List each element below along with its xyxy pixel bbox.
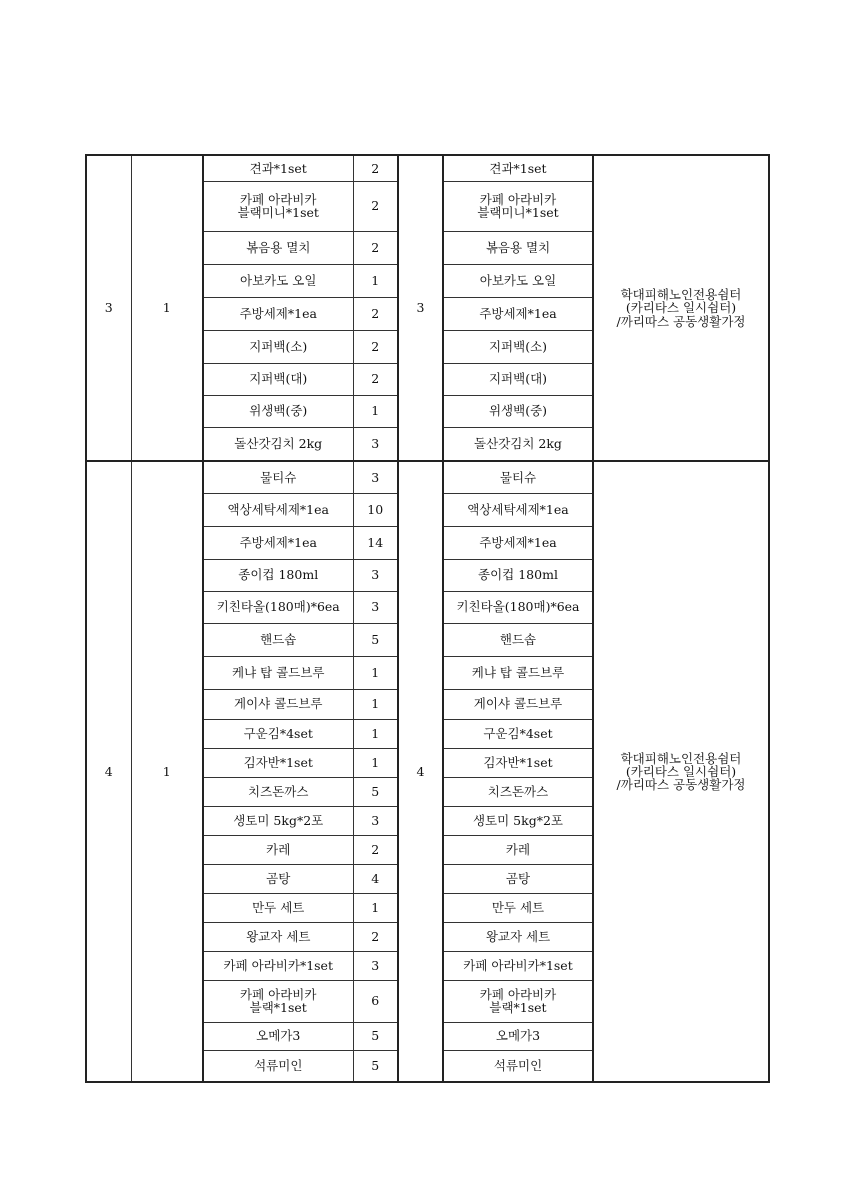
item-name — [203, 1022, 353, 1050]
item-quantity: 2 — [353, 330, 398, 363]
item-name — [203, 656, 353, 689]
item-name-line: 석류미인 — [254, 1058, 303, 1074]
item-name-line: 블랙*1set — [249, 1000, 307, 1015]
delivered-item-name — [443, 363, 593, 395]
delivered-item-line: 위생백(중) — [488, 403, 548, 419]
delivered-item-name — [443, 893, 593, 922]
item-quantity: 2 — [353, 922, 398, 951]
delivered-item-line: 견과*1set — [489, 160, 547, 176]
item-name-line: 게이샤 콜드브루 — [234, 696, 323, 712]
item-name — [203, 951, 353, 980]
recipient-organization — [593, 461, 769, 1082]
item-quantity: 3 — [353, 806, 398, 835]
item-name-line: 돌산갓김치 2kg — [234, 436, 323, 452]
item-name — [203, 689, 353, 719]
item-name — [203, 297, 353, 330]
group-count: 1 — [131, 155, 203, 461]
delivered-item-line: 생토미 5kg*2포 — [472, 812, 563, 828]
item-name — [203, 1050, 353, 1082]
item-name-line: 곰탕 — [266, 870, 291, 886]
item-quantity: 3 — [353, 461, 398, 493]
item-name-line: 볶음용 멸치 — [246, 239, 311, 255]
delivered-item-name — [443, 806, 593, 835]
delivered-item-line: 구운김*4set — [483, 725, 553, 741]
donation-table — [85, 154, 770, 1083]
item-quantity: 4 — [353, 864, 398, 893]
item-name — [203, 264, 353, 297]
delivered-item-line: 키친타올(180매)*6ea — [456, 599, 580, 615]
item-quantity: 2 — [353, 155, 398, 181]
delivered-item-name — [443, 835, 593, 864]
item-name-line: 생토미 5kg*2포 — [233, 812, 324, 828]
delivered-item-name — [443, 656, 593, 689]
delivered-item-name — [443, 980, 593, 1022]
delivered-item-name — [443, 264, 593, 297]
delivered-item-name — [443, 559, 593, 591]
delivered-item-name — [443, 330, 593, 363]
delivered-item-line: 주방세제*1ea — [479, 534, 557, 550]
delivered-item-name — [443, 864, 593, 893]
item-name-line: 키친타올(180매)*6ea — [216, 599, 340, 615]
item-quantity: 3 — [353, 951, 398, 980]
item-name — [203, 395, 353, 427]
delivered-item-line: 케냐 탑 콜드브루 — [471, 664, 565, 680]
delivered-item-name — [443, 1050, 593, 1082]
item-name-line: 블랙미니*1set — [237, 205, 319, 220]
delivered-item-name — [443, 623, 593, 656]
item-name — [203, 922, 353, 951]
delivered-item-name — [443, 181, 593, 231]
item-quantity: 2 — [353, 297, 398, 330]
delivered-item-line: 석류미인 — [493, 1058, 543, 1074]
table-row — [86, 461, 769, 493]
delivered-item-line: 종이컵 180ml — [478, 567, 558, 583]
item-name — [203, 231, 353, 264]
item-name-line: 카레 — [266, 841, 291, 857]
delivered-item-line: 카레 — [505, 841, 531, 857]
item-name — [203, 806, 353, 835]
item-name-line: 종이컵 180ml — [238, 567, 319, 583]
delivered-item-name — [443, 155, 593, 181]
item-quantity: 3 — [353, 427, 398, 461]
organization-line: (카리타스 일시쉼터) — [625, 763, 737, 779]
item-name-line: 위생백(중) — [249, 403, 308, 419]
table-row — [86, 155, 769, 181]
item-name-line: 지퍼백(소) — [249, 338, 308, 354]
delivered-item-line: 액상세탁세제*1ea — [467, 501, 569, 517]
delivered-item-line: 볶음용 멸치 — [485, 239, 551, 255]
delivered-item-name — [443, 1022, 593, 1050]
item-quantity: 14 — [353, 526, 398, 559]
item-quantity: 10 — [353, 493, 398, 526]
item-name — [203, 777, 353, 806]
recipient-number: 3 — [398, 155, 443, 461]
item-name-line: 주방세제*1ea — [239, 305, 317, 321]
item-quantity: 2 — [353, 181, 398, 231]
recipient-organization — [593, 155, 769, 461]
organization-line: 학대피해노인전용쉼터 — [620, 750, 742, 766]
delivered-item-line: 블랙미니*1set — [477, 205, 559, 220]
item-quantity: 2 — [353, 363, 398, 395]
item-name-line: 왕교자 세트 — [246, 928, 311, 944]
recipient-number: 4 — [398, 461, 443, 1082]
item-name-line: 김자반*1set — [243, 754, 313, 770]
item-name — [203, 363, 353, 395]
organization-line: 학대피해노인전용쉼터 — [620, 287, 742, 303]
item-name-line: 구운김*4set — [243, 725, 313, 741]
item-quantity: 1 — [353, 689, 398, 719]
item-quantity: 6 — [353, 980, 398, 1022]
delivered-item-name — [443, 689, 593, 719]
delivered-item-line: 만두 세트 — [491, 899, 545, 915]
delivered-item-line: 돌산갓김치 2kg — [474, 436, 562, 452]
item-quantity: 1 — [353, 395, 398, 427]
item-name — [203, 330, 353, 363]
item-name — [203, 864, 353, 893]
delivered-item-name — [443, 922, 593, 951]
delivered-item-name — [443, 493, 593, 526]
delivered-item-line: 카페 아라비카 — [479, 986, 557, 1002]
item-name — [203, 461, 353, 493]
delivered-item-name — [443, 748, 593, 777]
item-quantity: 5 — [353, 1022, 398, 1050]
item-name — [203, 748, 353, 777]
item-name-line: 지퍼백(대) — [249, 371, 308, 387]
delivered-item-name — [443, 461, 593, 493]
delivered-item-line: 카페 아라비카 — [479, 191, 557, 207]
item-name-line: 액상세탁세제*1ea — [227, 501, 329, 517]
item-name — [203, 559, 353, 591]
item-quantity: 1 — [353, 719, 398, 748]
item-name-line: 오메가3 — [256, 1028, 301, 1044]
item-quantity: 1 — [353, 893, 398, 922]
item-name-line: 견과*1set — [249, 160, 307, 176]
delivered-item-name — [443, 526, 593, 559]
group-count: 1 — [131, 461, 203, 1082]
item-name — [203, 623, 353, 656]
organization-line: /까리따스 공동생활가정 — [616, 777, 746, 793]
item-quantity: 1 — [353, 656, 398, 689]
item-name-line: 핸드솝 — [260, 631, 297, 647]
delivered-item-line: 지퍼백(대) — [488, 371, 548, 387]
delivered-item-name — [443, 777, 593, 806]
item-name — [203, 493, 353, 526]
delivered-item-line: 김자반*1set — [483, 754, 553, 770]
item-name-line: 카페 아라비카 — [240, 191, 317, 207]
delivered-item-name — [443, 719, 593, 748]
delivered-item-line: 곰탕 — [505, 870, 531, 886]
delivered-item-name — [443, 231, 593, 264]
item-name-line: 아보카도 오일 — [240, 272, 317, 288]
delivered-item-line: 오메가3 — [495, 1028, 541, 1044]
item-name — [203, 719, 353, 748]
delivered-item-line: 물티슈 — [499, 469, 537, 485]
item-name-line: 케냐 탑 콜드브루 — [232, 664, 325, 680]
delivered-item-name — [443, 395, 593, 427]
item-quantity: 5 — [353, 623, 398, 656]
delivered-item-line: 주방세제*1ea — [479, 305, 557, 321]
item-name — [203, 181, 353, 231]
item-name-line: 물티슈 — [260, 469, 297, 485]
delivered-item-line: 치즈돈까스 — [487, 783, 549, 799]
group-number: 4 — [86, 461, 131, 1082]
item-name-line: 만두 세트 — [252, 899, 305, 915]
item-quantity: 5 — [353, 1050, 398, 1082]
item-quantity: 2 — [353, 835, 398, 864]
delivered-item-name — [443, 951, 593, 980]
item-quantity: 3 — [353, 559, 398, 591]
item-name — [203, 980, 353, 1022]
item-name-line: 카페 아라비카*1set — [223, 957, 333, 973]
delivered-item-line: 카페 아라비카*1set — [463, 957, 573, 973]
organization-line: (카리타스 일시쉼터) — [625, 300, 737, 316]
delivered-item-name — [443, 427, 593, 461]
table-body — [86, 155, 769, 1082]
item-name — [203, 427, 353, 461]
item-quantity: 5 — [353, 777, 398, 806]
item-quantity: 2 — [353, 231, 398, 264]
item-quantity: 1 — [353, 748, 398, 777]
item-name-line: 치즈돈까스 — [248, 783, 309, 799]
item-quantity: 1 — [353, 264, 398, 297]
item-name-line: 카페 아라비카 — [240, 986, 317, 1002]
item-name — [203, 835, 353, 864]
item-quantity: 3 — [353, 591, 398, 623]
item-name-line: 주방세제*1ea — [239, 534, 317, 550]
delivered-item-line: 블랙*1set — [489, 1000, 547, 1015]
organization-line: /까리따스 공동생활가정 — [616, 313, 746, 329]
item-name — [203, 155, 353, 181]
delivered-item-line: 아보카도 오일 — [479, 272, 557, 288]
delivered-item-name — [443, 297, 593, 330]
item-name — [203, 893, 353, 922]
delivered-item-name — [443, 591, 593, 623]
delivered-item-line: 왕교자 세트 — [485, 928, 551, 944]
item-name — [203, 526, 353, 559]
delivered-item-line: 지퍼백(소) — [488, 338, 548, 354]
delivered-item-line: 게이샤 콜드브루 — [473, 696, 563, 712]
item-name — [203, 591, 353, 623]
group-number: 3 — [86, 155, 131, 461]
delivered-item-line: 핸드솝 — [499, 631, 537, 647]
